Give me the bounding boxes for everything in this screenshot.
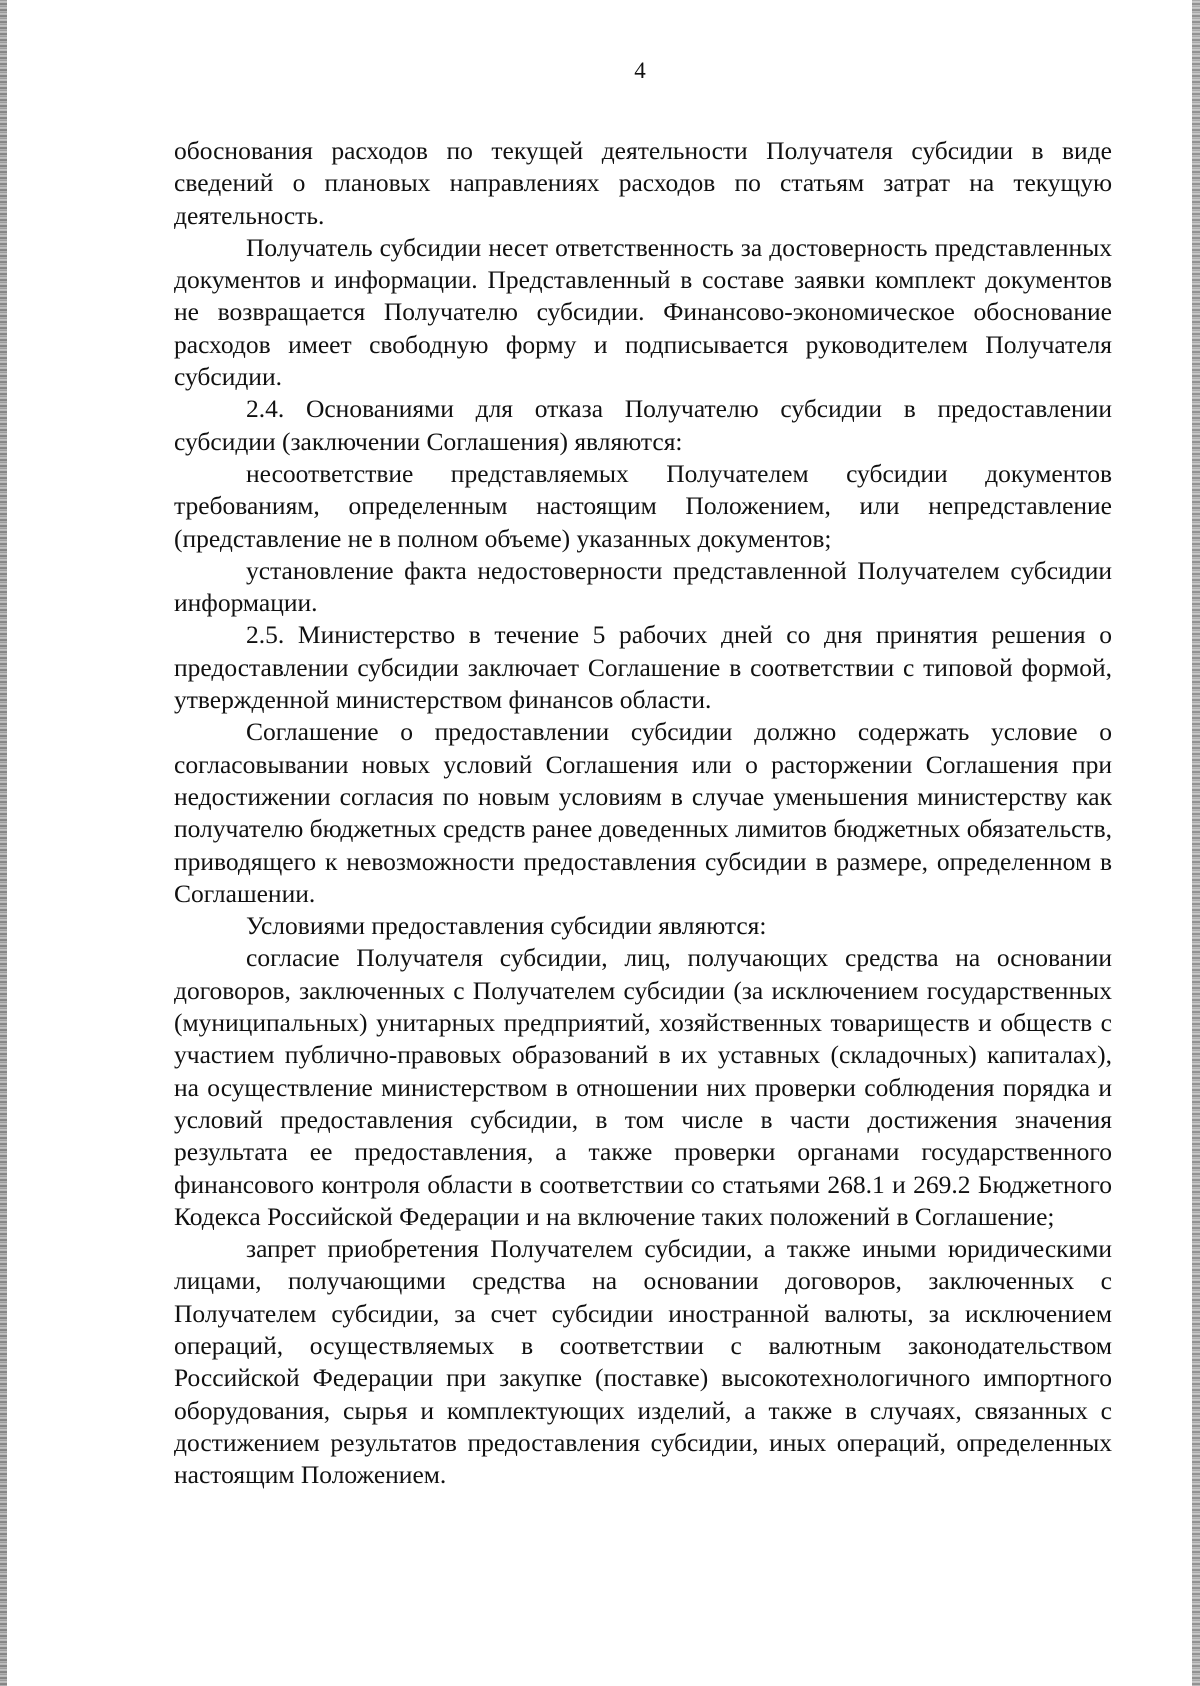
page-number: 4: [634, 58, 646, 83]
paragraph-5: установление факта недостоверности представленной Получателем субсидии информации.: [174, 555, 1112, 618]
paragraph-4: несоответствие представляемых Получателем субсидии документов требованиям, определенным настоящим Положением, или непредставление (представление не в полном объеме) указанных документов;: [174, 458, 1112, 553]
scan-edge-right: [1192, 0, 1200, 1686]
paragraph-1: обоснования расходов по текущей деятельности Получателя субсидии в виде сведений о плановых направлениях расходов по статьям затрат на текущую деятельность.: [174, 136, 1112, 230]
paragraph-8: Условиями предоставления субсидии являются:: [246, 911, 767, 941]
document-body: [174, 135, 1112, 1491]
paragraph-6: 2.5. Министерство в течение 5 рабочих дней со дня принятия решения о предоставлении субсидии заключает Соглашение в соответствии с типовой формой, утвержденной министерством финансов области.: [174, 620, 1112, 715]
paragraph-10: запрет приобретения Получателем субсидии, а также иными юридическими лицами, получающими средства на основании договоров, заключенных с Получателем субсидии, за счет субсидии иностранной валюты, за исключением операций, осуществляемых в соответствии с валютным законодательством Российской Федерации при закупке (поставке) высокотехнологичного импортного оборудования, сырья и комплектующих изделий, а также в случаях, связанных с достижением результатов предоставления субсидии, иных операций, определенных настоящим Положением.: [174, 1234, 1112, 1490]
paragraph-2: Получатель субсидии несет ответственность за достоверность представленных документов и информации. Представленный в составе заявки комплект документов не возвращается Получателю субсидии. Финансово-экономическое обоснование расходов имеет свободную форму и подписывается руководителем Получателя субсидии.: [174, 232, 1112, 392]
paragraph-3: 2.4. Основаниями для отказа Получателю субсидии в предоставлении субсидии (заключении Соглашения) являются:: [174, 394, 1112, 456]
paragraph-7: Соглашение о предоставлении субсидии должно содержать условие о согласовывании новых условий Соглашения или о расторжении Соглашения при недостижении согласия по новым условиям в случае уменьшения министерству как получателю бюджетных средств ранее доведенных лимитов бюджетных обязательств, приводящего к невозможности предоставления субсидии в размере, определенном в Соглашении.: [174, 717, 1112, 908]
scan-edge-left: [0, 0, 7, 1686]
paragraph-9: согласие Получателя субсидии, лиц, получающих средства на основании договоров, заключенных с Получателем субсидии (за исключением государственных (муниципальных) унитарных предприятий, хозяйственных товариществ и обществ с участием публично-правовых образований в их уставных (складочных) капиталах), на осуществление министерством в отношении них проверки соблюдения порядка и условий предоставления субсидии, в том числе в части достижения значения результата ее предоставления, а также проверки органами государственного финансового контроля области в соответствии со статьями 268.1 и 269.2 Бюджетного Кодекса Российской Федерации и на включение таких положений в Соглашение;: [174, 943, 1112, 1231]
